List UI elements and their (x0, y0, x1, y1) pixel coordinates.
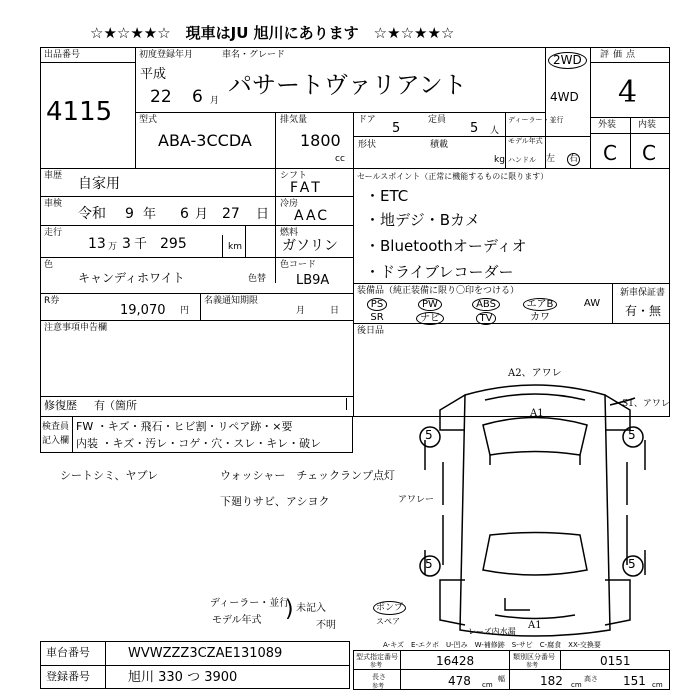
diagram-bottom-note: レーズ内水漏 (468, 627, 516, 636)
tire-front-left: 5 (425, 428, 433, 442)
recycle-unit: 円 (180, 306, 190, 316)
grade-value: 4 (618, 75, 638, 110)
mileage-sen: 3 (122, 236, 131, 252)
sales-point-4: ・ドライブレコーダー (365, 263, 514, 281)
declaration-label: 注意事項申告欄 (44, 323, 108, 333)
mileage-man: 13 (88, 236, 106, 252)
color-change-label: 色替 (248, 274, 267, 284)
chassis-label: 車台番号 (46, 646, 90, 659)
repair-value: 有 (94, 399, 105, 412)
handle-right: 右 (569, 154, 579, 164)
lot-number: 4115 (46, 97, 113, 127)
handle-label: ハンドル (508, 156, 536, 164)
additional-label: 後日品 (357, 326, 385, 336)
width-label: 幅 (498, 675, 505, 683)
registration-label: 初度登録年月 (139, 50, 194, 60)
registration-month-unit: 月 (210, 96, 220, 106)
note-seat: シートシミ、ヤブレ (60, 469, 159, 482)
lot-label: 出品番号 (44, 50, 81, 60)
mileage-label: 走行 (44, 228, 63, 238)
inspection-year-unit: 年 (143, 207, 157, 222)
equip-tv: TV (466, 312, 506, 325)
load-unit: kg (494, 155, 505, 165)
note-washer: ウォッシャー チェックランプ点灯 (220, 469, 396, 482)
length-unit: cm (482, 681, 493, 689)
notice-month-unit: 月 (296, 306, 306, 316)
notice-label: 名義通知期限 (204, 296, 259, 306)
length-value: 478 (448, 674, 471, 688)
doors-value: 5 (392, 121, 401, 136)
banner: ☆★☆★★☆ 現車はJU 旭川にあります ☆★☆★★☆ (90, 24, 455, 42)
inspector-row-1: FW ・キズ・飛石・ヒビ割・リペア跡・×要 (76, 420, 293, 433)
usage-label: 車歴 (44, 171, 63, 181)
inspection-year: 9 (125, 206, 134, 222)
usage-value: 自家用 (78, 176, 120, 192)
length-label: 長さ (372, 673, 386, 681)
capacity-label: 定員 (428, 115, 447, 125)
dim-sub: 参考 (372, 683, 385, 690)
notice-day-unit: 日 (330, 306, 340, 316)
warranty-label: 新車保証書 (620, 288, 666, 298)
equip-navi: ナビ (410, 312, 450, 325)
tire-front-right: 5 (628, 428, 636, 442)
mileage-man-unit: 万 (108, 242, 118, 252)
note-unregistered: 未記入 (296, 603, 326, 614)
repair-label: 修復歴 (44, 399, 77, 412)
fuel-label: 燃料 (280, 228, 299, 238)
inspection-day-unit: 日 (256, 207, 270, 222)
aircon-label: 冷房 (280, 199, 299, 209)
inspection-month: 6 (180, 206, 189, 222)
note-unknown: 不明 (316, 620, 336, 631)
displacement-value: 1800 (300, 131, 341, 150)
inspector-label-1: 検査員 (42, 422, 70, 432)
class-number-label: 類別区分番号 (513, 653, 555, 661)
tire-rear-right: 5 (628, 557, 636, 571)
width-value: 182 (540, 674, 563, 688)
note-dealer: ディーラー・並行 (210, 598, 290, 609)
drive-4wd: 4WD (550, 90, 579, 104)
doors-label: ドア (358, 115, 376, 125)
displacement-unit: cc (335, 154, 345, 164)
car-name-label: 車名・グレード (222, 50, 286, 60)
capacity-unit: 人 (490, 126, 500, 136)
damage-legend: A-キズ E-エクボ U-凹み W-補修跡 S-サビ C-腐食 XX-交換要 (383, 641, 601, 649)
drive-2wd: 2WD (548, 52, 587, 69)
color-code-label: 色コード (280, 260, 317, 270)
note-underbody: 下廻りサビ、アシヨク (220, 495, 330, 508)
type-number-sub: 参考 (370, 662, 383, 669)
height-unit: cm (652, 681, 663, 689)
load-label: 積載 (430, 140, 449, 150)
inspection-era: 令和 (78, 206, 106, 222)
note-model-year: モデル年式 (212, 615, 262, 626)
registration-month: 6 (192, 87, 203, 107)
interior-grade: C (642, 141, 656, 165)
color-code-value: LB9A (296, 273, 330, 288)
fuel-value: ガソリン (282, 238, 338, 254)
chassis-value: WVWZZZ3CZAE131089 (128, 646, 283, 661)
class-number-sub: 参考 (526, 662, 539, 669)
equipment-label: 装備品（純正装備に限り〇印をつける） (357, 286, 520, 296)
width-unit: cm (571, 681, 582, 689)
displacement-label: 排気量 (280, 115, 308, 125)
exterior-grade: C (603, 141, 617, 165)
car-name: パサートヴァリアント (228, 71, 467, 99)
equip-pw: PW (410, 298, 450, 311)
sales-point-1: ・ETC (365, 187, 409, 205)
exterior-label: 外装 (598, 120, 617, 130)
note-spare: スペア (376, 617, 400, 626)
model-year-label: モデル年式 (508, 137, 543, 145)
model-label: 型式 (139, 115, 158, 125)
equip-airbag: エアB (520, 298, 560, 311)
plate-value: 旭川 330 つ 3900 (128, 670, 238, 685)
interior-label: 内装 (638, 120, 657, 130)
dealer-label: ディーラー・並行 (508, 116, 564, 124)
sales-point-2: ・地デジ・Bカメ (365, 211, 480, 229)
diagram-a1-top: A1 (530, 408, 544, 419)
shift-label: シフト (280, 171, 308, 181)
registration-era: 平成 (140, 67, 167, 82)
class-number-value: 0151 (600, 654, 631, 668)
sales-points-label: セールスポイント（正常に機能するものに限ります） (357, 172, 549, 181)
sales-point-3: ・Bluetoothオーディオ (365, 237, 527, 255)
shape-label: 形状 (358, 140, 377, 150)
mileage-unit: km (228, 242, 242, 252)
color-label: 色 (44, 260, 54, 270)
height-value: 151 (623, 674, 646, 688)
color-value: キャンディホワイト (78, 271, 185, 285)
height-label: 高さ (584, 675, 598, 683)
equip-ps: PS (357, 298, 397, 311)
registration-year: 22 (150, 87, 172, 107)
plate-label: 登録番号 (46, 670, 90, 683)
diagram-s1: S1、アワレ (622, 399, 670, 409)
handle-left: 左 (546, 154, 556, 164)
equip-abs: ABS (466, 298, 506, 311)
inspection-label: 車検 (44, 199, 63, 209)
capacity-value: 5 (470, 121, 479, 136)
note-pump: ポンプ (373, 601, 406, 615)
repair-bracket: （箇所 (104, 399, 137, 412)
recycle-value: 19,070 (120, 303, 166, 318)
mileage-rest: 295 (160, 236, 187, 252)
type-number-label: 型式指定番号 (356, 653, 398, 661)
inspection-month-unit: 月 (195, 207, 209, 222)
recycle-label: R券 (44, 296, 60, 306)
aircon-value: AAC (294, 208, 330, 224)
model-value: ABA-3CCDA (158, 131, 252, 150)
diagram-a1-bottom: A1 (528, 620, 542, 631)
equip-leather: カワ (530, 312, 550, 323)
equip-aw: AW (583, 298, 601, 309)
mileage-sen-unit: 千 (134, 237, 148, 252)
diagram-side: アワレー (398, 495, 435, 505)
diagram-a2: A2、アワレ (508, 368, 562, 379)
warranty-value: 有・無 (625, 304, 662, 318)
shift-value: FAT (290, 180, 323, 196)
equip-sr: SR (370, 312, 384, 323)
type-number-value: 16428 (436, 654, 475, 668)
inspector-row-2: 内装 ・キズ・汚レ・コゲ・穴・スレ・キレ・破レ (76, 437, 322, 450)
tire-rear-left: 5 (425, 557, 433, 571)
inspector-label-2: 記入欄 (42, 436, 70, 446)
inspection-day: 27 (222, 206, 240, 222)
grade-label: 評価点 (600, 50, 640, 60)
